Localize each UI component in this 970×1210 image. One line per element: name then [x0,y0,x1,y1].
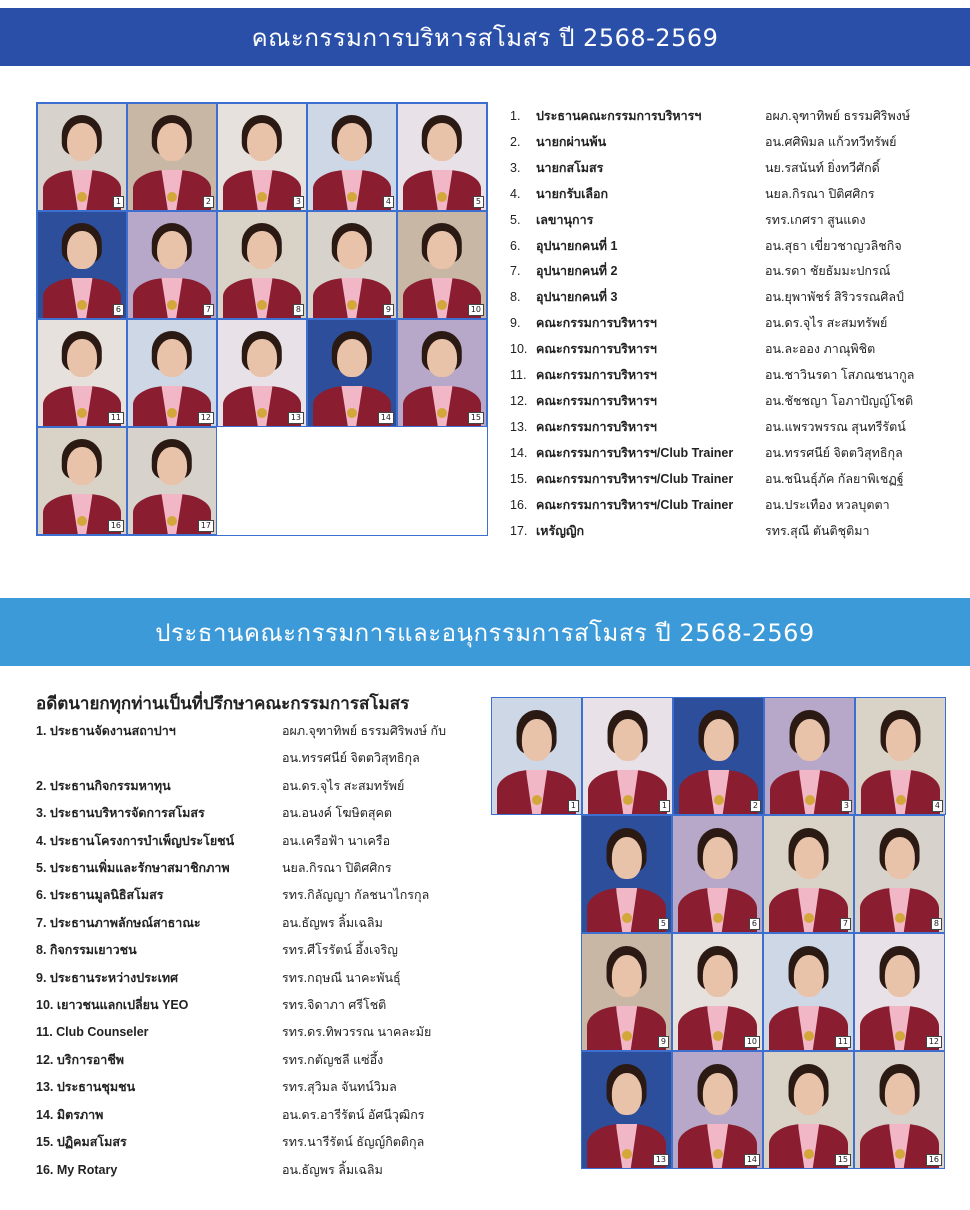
member-number: 15. [510,471,528,486]
board-member-row [510,130,960,156]
member-name: รทร.สุณี ตันติชุติมา [765,523,870,538]
member-number: 7. [510,264,521,279]
medal-icon [622,1149,632,1159]
face-shape [702,837,732,879]
chair-row [36,745,476,772]
portrait-photo [217,319,307,427]
photo-number: 1 [568,800,579,812]
photo-number: 2 [750,800,761,812]
photo-number: 10 [468,304,484,316]
board-member-row [510,285,960,311]
portrait-photo [397,103,487,211]
photo-number: 3 [841,800,852,812]
medal-icon [257,408,267,418]
board-member-row [510,493,960,519]
medal-icon [77,300,87,310]
member-role: คณะกรรมการบริหารฯ [536,368,657,383]
board-member-row [510,389,960,415]
chair-role: 4. ประธานโครงการบำเพ็ญประโยชน์ [36,833,235,848]
chair-name: รทร.กฤษณี นาคะพันธุ์ [282,970,401,985]
portrait-photo [127,211,217,319]
chair-row [36,992,476,1019]
photo-number: 1 [113,196,124,208]
chair-row [36,1102,476,1129]
photo-number: 13 [288,412,304,424]
portrait-photo [127,319,217,427]
member-name: อน.รดา ชัยธัมมะปกรณ์ [765,264,891,279]
board-member-list [510,104,960,544]
face-shape [157,447,187,485]
medal-icon [713,913,723,923]
member-role: อุปนายกคนที่ 3 [536,290,618,305]
member-number: 1. [510,109,521,123]
chair-name: รทร.นารีรัตน์ ธัญญ์กิตติกุล [282,1135,425,1150]
portrait-photo [127,103,217,211]
medal-icon [167,300,177,310]
photo-number: 4 [932,800,943,812]
portrait-photo [854,1051,945,1169]
member-number: 9. [510,316,521,331]
chair-role: 2. ประธานกิจกรรมหาทุน [36,778,171,793]
chair-role: 1. ประธานจัดงานสถาปาฯ [36,724,176,738]
chair-row [36,800,476,827]
committee-chair-list [36,718,476,1184]
face-shape [793,955,823,997]
chair-name: อน.เครือฟ้า นาเครือ [282,833,391,848]
medal-icon [622,913,632,923]
face-shape [157,123,187,161]
medal-icon [804,1031,814,1041]
medal-icon [347,408,357,418]
member-number: 16. [510,497,528,512]
member-role: คณะกรรมการบริหารฯ [536,419,657,434]
member-number: 5. [510,212,521,227]
face-shape [67,123,97,161]
member-role: อุปนายกคนที่ 2 [536,264,618,279]
chair-name: อน.ธัญพร ลิ้มเฉลิม [282,1162,383,1177]
member-role: คณะกรรมการบริหารฯ [536,316,657,331]
member-name: อน.ศศิพิมล แก้วทวีทรัพย์ [765,134,897,149]
face-shape [67,231,97,269]
member-name: นยล.กิรณา ปิติศศิกร [765,186,875,201]
medal-icon [713,1031,723,1041]
photo-number: 11 [835,1036,851,1048]
section1-title: คณะกรรมการบริหารสโมสร ปี 2568-2569 [251,23,719,52]
board-member-row [510,104,960,130]
photo-number: 16 [926,1154,942,1166]
chair-row [36,1047,476,1074]
board-member-row [510,363,960,389]
medal-icon [77,408,87,418]
member-role: นายกรับเลือก [536,186,609,201]
chair-role: 5. ประธานเพิ่มและรักษาสมาชิกภาพ [36,861,230,876]
member-name: อน.ประเทือง หวลบุตตา [765,497,890,512]
section2-banner [0,598,970,666]
portrait-photo [397,319,487,427]
member-number: 10. [510,342,528,357]
photo-number: 13 [653,1154,669,1166]
member-role: คณะกรรมการบริหารฯ/Club Trainer [536,497,734,512]
portrait-photo [307,211,397,319]
photo-number: 11 [108,412,124,424]
member-number: 4. [510,186,521,201]
face-shape [884,955,914,997]
portrait-photo [673,697,764,815]
chair-role: 8. กิจกรรมเยาวชน [36,943,137,958]
portrait-photo [307,319,397,427]
portrait-photo [37,211,127,319]
medal-icon [804,1149,814,1159]
portrait-photo [217,211,307,319]
chair-name: รทร.ดร.ทิพวรรณ นาคละมัย [282,1025,432,1040]
chair-role [36,745,282,772]
face-shape [427,339,457,377]
medal-icon [622,1031,632,1041]
chair-name: อผภ.จุฑาทิพย์ ธรรมศิริพงษ์ กับ [282,724,447,738]
member-name: อน.ทรรศนีย์ จิตตวิสุทธิกุล [765,445,903,460]
chair-name: รทร.กิลัญญา กัลชนาไกรกุล [282,888,430,903]
photo-number: 17 [198,520,214,532]
photo-number: 8 [931,918,942,930]
member-number: 3. [510,160,521,175]
chair-role: 7. ประธานภาพลักษณ์สาธาณะ [36,915,201,930]
photo-number: 15 [468,412,484,424]
face-shape [702,1073,732,1115]
board-member-row [510,156,960,182]
member-role: คณะกรรมการบริหารฯ [536,342,657,357]
board-member-row [510,208,960,234]
photo-number: 10 [744,1036,760,1048]
chair-photo-grid-top [491,697,946,815]
portrait-photo [397,211,487,319]
member-number: 6. [510,238,521,253]
member-role: เลขานุการ [536,212,594,227]
face-shape [521,719,551,761]
medal-icon [805,795,815,805]
member-name: อน.ชาวินรดา โสภณชนากูล [765,368,915,383]
chair-row [36,773,476,800]
section2-title: ประธานคณะกรรมการและอนุกรรมการสโมสร ปี 2568-2569 [155,618,815,647]
medal-icon [895,1031,905,1041]
photo-number: 16 [108,520,124,532]
portrait-photo [763,933,854,1051]
medal-icon [895,1149,905,1159]
member-name: อน.ยุพาพัชร์ สิริวรรณศิลป์ [765,290,904,305]
member-role: คณะกรรมการบริหารฯ/Club Trainer [536,445,734,460]
chair-role: 3. ประธานบริหารจัดการสโมสร [36,806,205,821]
board-member-row [510,234,960,260]
chair-role: 13. ประธานชุมชน [36,1080,136,1095]
member-role: คณะกรรมการบริหารฯ [536,393,657,408]
face-shape [247,231,277,269]
portrait-photo [581,933,672,1051]
photo-number: 9 [658,1036,669,1048]
chair-role: 6. ประธานมูลนิธิสโมสร [36,888,164,903]
face-shape [612,719,642,761]
photo-number: 6 [113,304,124,316]
face-shape [884,837,914,879]
portrait-photo [37,427,127,535]
chair-role: 14. มิตรภาพ [36,1107,104,1122]
face-shape [884,1073,914,1115]
face-shape [247,339,277,377]
member-role: นายกผ่านพ้น [536,134,607,149]
chair-name: รทร.สุวิมล จันทน์วิมล [282,1080,397,1095]
chair-photo-grid [581,815,945,1169]
medal-icon [713,1149,723,1159]
member-number: 17. [510,523,528,538]
chair-name: อน.อนงค์ โฆษิตสุคต [282,806,392,821]
face-shape [337,231,367,269]
photo-number: 5 [473,196,484,208]
chair-name: นยล.กิรณา ปิติศศิกร [282,861,392,876]
member-number: 13. [510,419,528,434]
chair-row [36,1157,476,1184]
medal-icon [167,516,177,526]
portrait-photo [491,697,582,815]
chair-name: อน.ทรรศนีย์ จิตตวิสุทธิกุล [282,751,420,766]
chair-role: 16. My Rotary [36,1162,118,1177]
member-number: 11. [510,368,527,383]
face-shape [703,719,733,761]
face-shape [247,123,277,161]
face-shape [702,955,732,997]
chair-name: อน.ดร.จุไร สะสมทรัพย์ [282,778,405,793]
medal-icon [437,300,447,310]
face-shape [157,339,187,377]
member-name: อผภ.จุฑาทิพย์ ธรรมศิริพงษ์ [765,109,911,123]
portrait-photo [127,427,217,535]
face-shape [794,719,824,761]
portrait-photo [37,103,127,211]
photo-number: 5 [658,918,669,930]
medal-icon [532,795,542,805]
member-number: 8. [510,290,521,305]
board-member-row [510,441,960,467]
board-member-row [510,467,960,493]
medal-icon [257,300,267,310]
face-shape [337,123,367,161]
portrait-photo [763,815,854,933]
member-number: 14. [510,445,528,460]
face-shape [427,231,457,269]
face-shape [427,123,457,161]
medal-icon [896,795,906,805]
board-member-row [510,337,960,363]
face-shape [885,719,915,761]
chair-name: อน.ธัญพร ลิ้มเฉลิม [282,915,383,930]
photo-number: 15 [835,1154,851,1166]
face-shape [337,339,367,377]
photo-number: 7 [203,304,214,316]
member-name: อน.ชนินธุ์ภัค กัลยาพิเชฏฐ์ [765,471,904,486]
member-name: อน.แพรวพรรณ สุนทรีรัตน์ [765,419,906,434]
chair-name: รทร.จิดาภา ศรีโชติ [282,998,387,1013]
board-member-row [510,182,960,208]
chair-row [36,882,476,909]
member-number: 12. [510,393,528,408]
chair-row [36,718,476,745]
photo-number: 7 [840,918,851,930]
photo-number: 14 [744,1154,760,1166]
medal-icon [257,192,267,202]
portrait-photo [672,815,763,933]
chair-role: 10. เยาวชนแลกเปลี่ยน YEO [36,998,189,1013]
section1-banner [0,8,970,66]
medal-icon [347,300,357,310]
photo-number: 1 [659,800,670,812]
portrait-photo [672,933,763,1051]
medal-icon [437,192,447,202]
medal-icon [167,408,177,418]
member-role: ประธานคณะกรรมการบริหารฯ [536,109,702,123]
photo-number: 2 [203,196,214,208]
chair-name: รทร.ศีโรรัตน์ อึ้งเจริญ [282,943,398,958]
member-name: อน.ชัชชญา โอภาปัญญ์โชติ [765,393,914,408]
portrait-photo [582,697,673,815]
portrait-photo [672,1051,763,1169]
chair-row [36,937,476,964]
medal-icon [77,516,87,526]
face-shape [67,339,97,377]
face-shape [611,837,641,879]
face-shape [611,1073,641,1115]
portrait-photo [764,697,855,815]
board-member-row [510,519,960,545]
member-name: อน.สุธา เขี่ยวชาญวลิชกิจ [765,238,902,253]
photo-number: 12 [198,412,214,424]
member-role: นายกสโมสร [536,160,604,175]
medal-icon [167,192,177,202]
chair-name: อน.ดร.อารีรัตน์ อัศนีวุฒิกร [282,1107,425,1122]
photo-number: 6 [749,918,760,930]
chair-role: 15. ปฏิคมสโมสร [36,1135,127,1150]
board-photo-grid [36,102,488,536]
chair-row [36,1019,476,1046]
face-shape [793,837,823,879]
medal-icon [437,408,447,418]
chair-row [36,910,476,937]
advisors-heading: อดีตนายกทุกท่านเป็นที่ปรึกษาคณะกรรมการสโมสร [36,694,410,713]
face-shape [157,231,187,269]
member-number: 2. [510,134,521,149]
portrait-photo [855,697,946,815]
chair-row [36,855,476,882]
portrait-photo [217,103,307,211]
portrait-photo [307,103,397,211]
member-name: อน.ละออง ภาณุพิชิต [765,342,876,357]
portrait-photo [763,1051,854,1169]
member-role: คณะกรรมการบริหารฯ/Club Trainer [536,471,734,486]
chair-row [36,1129,476,1156]
chair-name: รทร.กตัญชลี แซ่อึ้ง [282,1052,384,1067]
chair-role: 11. Club Counseler [36,1025,149,1040]
portrait-photo [581,1051,672,1169]
medal-icon [347,192,357,202]
portrait-photo [581,815,672,933]
face-shape [793,1073,823,1115]
photo-number: 4 [383,196,394,208]
face-shape [67,447,97,485]
chair-role: 12. บริการอาชีพ [36,1052,125,1067]
photo-number: 14 [378,412,394,424]
face-shape [611,955,641,997]
medal-icon [623,795,633,805]
medal-icon [77,192,87,202]
chair-role: 9. ประธานระหว่างประเทศ [36,970,179,985]
member-name: อน.ดร.จุไร สะสมทรัพย์ [765,316,888,331]
chair-row [36,828,476,855]
medal-icon [714,795,724,805]
chair-row [36,1074,476,1101]
board-member-row [510,311,960,337]
board-member-row [510,259,960,285]
photo-number: 9 [383,304,394,316]
portrait-photo [854,815,945,933]
photo-number: 8 [293,304,304,316]
medal-icon [804,913,814,923]
portrait-photo [37,319,127,427]
member-role: อุปนายกคนที่ 1 [536,238,618,253]
member-name: รทร.เกศรา สูนแดง [765,212,866,227]
member-name: นย.รสนันท์ ยิ่งทวีศักดิ์ [765,160,880,175]
member-role: เหรัญญิก [536,523,585,538]
photo-number: 12 [926,1036,942,1048]
board-member-row [510,415,960,441]
chair-row [36,965,476,992]
medal-icon [895,913,905,923]
photo-number: 3 [293,196,304,208]
portrait-photo [854,933,945,1051]
